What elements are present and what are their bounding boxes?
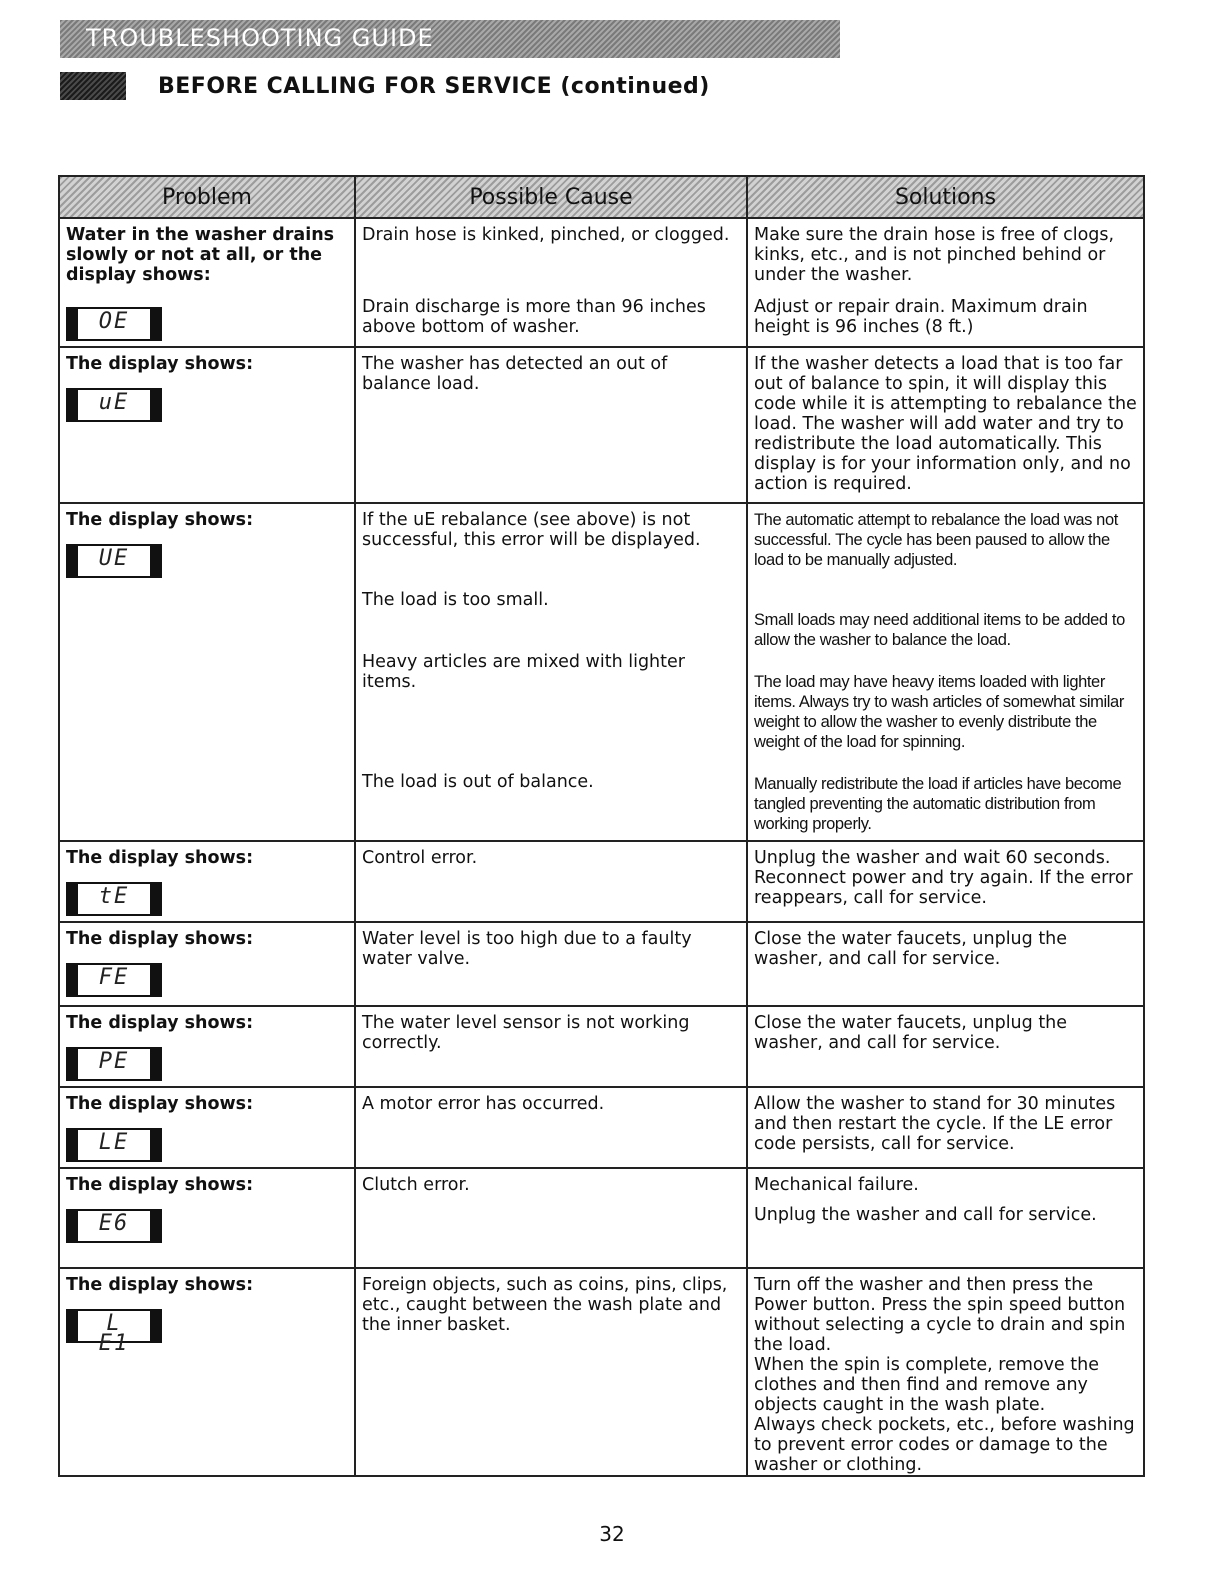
- problem-cell: [59, 347, 355, 503]
- cause-cell: [355, 218, 747, 347]
- display-bar-left: [66, 544, 78, 578]
- display-bar-right: [150, 388, 162, 422]
- cause-cell: [355, 841, 747, 922]
- problem-cell: [59, 922, 355, 1006]
- solution-text: Mechanical failure.: [754, 1175, 919, 1195]
- cause-text: Control error.: [362, 848, 478, 868]
- solution-text: Adjust or repair drain. Maximum drain height is 96 inches (8 ft.): [754, 297, 1088, 337]
- error-code: FE: [98, 965, 130, 990]
- error-display-icon: [66, 1047, 162, 1081]
- error-display-icon: [66, 1209, 162, 1243]
- display-bar-right: [150, 1309, 162, 1343]
- solution-text: Turn off the washer and then press the Power button. Press the spin speed button without selecting a cycle to drain and spin the load. When the spin is complete, remove the clothes and then find and remove any objects caught in the wash plate. Always check pockets, etc., before washing to prevent error codes or damage to the washer or clothing.: [754, 1275, 1135, 1475]
- table-row: [59, 1168, 1144, 1268]
- problem-cell: [59, 841, 355, 922]
- cause-text: Heavy articles are mixed with lighter items.: [362, 652, 685, 692]
- header-possible-cause: Possible Cause: [355, 176, 747, 218]
- troubleshooting-table: [58, 175, 1145, 1477]
- display-bar-left: [66, 1047, 78, 1081]
- table-row: [59, 347, 1144, 503]
- solution-text: The automatic attempt to rebalance the load was not successful. The cycle has been paused to allow the load to be manually adjusted.: [754, 511, 1118, 569]
- cause-text: Clutch error.: [362, 1175, 470, 1195]
- table-header-row: [59, 176, 1144, 218]
- problem-text: Water in the washer drains slowly or not at all, or the display shows:: [66, 225, 335, 285]
- cause-cell: [355, 1006, 747, 1087]
- cause-text: If the uE rebalance (see above) is not successful, this error will be displayed.: [362, 510, 701, 550]
- error-code: UE: [98, 546, 130, 571]
- problem-text: The display shows:: [66, 1094, 254, 1114]
- problem-cell: [59, 218, 355, 347]
- solution-cell: [747, 503, 1144, 841]
- solution-text: Allow the washer to stand for 30 minutes and then restart the cycle. If the LE error code persists, call for service.: [754, 1094, 1116, 1154]
- table-row: [59, 503, 1144, 841]
- error-display-icon: [66, 388, 162, 422]
- problem-text: The display shows:: [66, 1013, 254, 1033]
- cause-cell: [355, 922, 747, 1006]
- problem-text: The display shows:: [66, 848, 254, 868]
- error-code: E6: [98, 1211, 130, 1236]
- header-problem: Problem: [59, 176, 355, 218]
- problem-text: The display shows:: [66, 929, 254, 949]
- error-display-icon: [66, 963, 162, 997]
- cause-text: A motor error has occurred.: [362, 1094, 605, 1114]
- problem-text: The display shows:: [66, 1275, 254, 1295]
- solution-cell: [747, 841, 1144, 922]
- solution-text: Manually redistribute the load if articles have become tangled preventing the automatic distribution from working properly.: [754, 775, 1122, 833]
- table-row: [59, 1006, 1144, 1087]
- table-row: [59, 1087, 1144, 1168]
- cause-text: Drain hose is kinked, pinched, or clogged.: [362, 225, 730, 245]
- solution-text: Close the water faucets, unplug the washer, and call for service.: [754, 929, 1068, 969]
- solution-cell: [747, 1168, 1144, 1268]
- table-row: [59, 1268, 1144, 1476]
- solution-text: Close the water faucets, unplug the washer, and call for service.: [754, 1013, 1068, 1053]
- problem-text: The display shows:: [66, 1175, 254, 1195]
- display-bar-right: [150, 1047, 162, 1081]
- cause-text: The washer has detected an out of balance load.: [362, 354, 668, 394]
- solution-text: Unplug the washer and wait 60 seconds. Reconnect power and try again. If the error reappears, call for service.: [754, 848, 1133, 908]
- error-code: OE: [98, 309, 130, 334]
- cause-text: The load is out of balance.: [362, 772, 594, 792]
- cause-cell: [355, 1168, 747, 1268]
- display-bar-left: [66, 963, 78, 997]
- cause-text: The water level sensor is not working correctly.: [362, 1013, 690, 1053]
- display-bar-right: [150, 1209, 162, 1243]
- cause-text: Drain discharge is more than 96 inches above bottom of washer.: [362, 297, 706, 337]
- error-display-icon: [66, 307, 162, 341]
- banner-title: TROUBLESHOOTING GUIDE: [86, 24, 434, 52]
- cause-cell: [355, 503, 747, 841]
- error-display-icon: [66, 1309, 162, 1356]
- cause-text: Water level is too high due to a faulty water valve.: [362, 929, 692, 969]
- section-banner: [60, 20, 840, 58]
- error-code: PE: [98, 1049, 130, 1074]
- display-bar-left: [66, 307, 78, 341]
- display-bar-right: [150, 544, 162, 578]
- section-marker: [60, 72, 126, 100]
- display-bar-left: [66, 1128, 78, 1162]
- table-row: [59, 841, 1144, 922]
- problem-cell: [59, 1006, 355, 1087]
- display-bar-right: [150, 307, 162, 341]
- table-row: [59, 922, 1144, 1006]
- display-bar-right: [150, 882, 162, 916]
- solution-cell: [747, 218, 1144, 347]
- problem-cell: [59, 1087, 355, 1168]
- display-bar-left: [66, 388, 78, 422]
- problem-text: The display shows:: [66, 510, 254, 530]
- table-row: [59, 218, 1144, 347]
- error-code: L E1: [98, 1311, 130, 1356]
- cause-cell: [355, 347, 747, 503]
- cause-cell: [355, 1087, 747, 1168]
- solution-text: Small loads may need additional items to be added to allow the washer to balance the load.: [754, 611, 1125, 649]
- problem-cell: [59, 1268, 355, 1476]
- solution-text: Make sure the drain hose is free of clogs, kinks, etc., and is not pinched behind or under the washer.: [754, 225, 1115, 285]
- header-solutions: Solutions: [747, 176, 1144, 218]
- display-bar-right: [150, 1128, 162, 1162]
- solution-text: Unplug the washer and call for service.: [754, 1205, 1097, 1225]
- solution-text: The load may have heavy items loaded with lighter items. Always try to wash articles of somewhat similar weight to allow the washer to evenly distribute the weight of the load for spinning.: [754, 673, 1124, 751]
- error-code: tE: [98, 884, 130, 909]
- error-display-icon: [66, 544, 162, 578]
- solution-cell: [747, 922, 1144, 1006]
- display-bar-left: [66, 882, 78, 916]
- solution-cell: [747, 1087, 1144, 1168]
- display-bar-left: [66, 1309, 78, 1343]
- solution-text: If the washer detects a load that is too far out of balance to spin, it will display this code while it is attempting to rebalance the load. The washer will add water and try to redistribute the load automatically. This display is for your information only, and no action is required.: [754, 354, 1137, 494]
- error-display-icon: [66, 1128, 162, 1162]
- display-bar-right: [150, 963, 162, 997]
- solution-cell: [747, 1268, 1144, 1476]
- cause-text: The load is too small.: [362, 590, 549, 610]
- error-code: uE: [98, 390, 130, 415]
- display-bar-left: [66, 1209, 78, 1243]
- error-display-icon: [66, 882, 162, 916]
- section-title: BEFORE CALLING FOR SERVICE (continued): [158, 74, 710, 99]
- solution-cell: [747, 347, 1144, 503]
- cause-text: Foreign objects, such as coins, pins, clips, etc., caught between the wash plate and the inner basket.: [362, 1275, 728, 1335]
- problem-cell: [59, 1168, 355, 1268]
- solution-cell: [747, 1006, 1144, 1087]
- page-number: 32: [599, 1522, 625, 1546]
- problem-text: The display shows:: [66, 354, 254, 374]
- problem-cell: [59, 503, 355, 841]
- error-code: LE: [98, 1130, 130, 1155]
- cause-cell: [355, 1268, 747, 1476]
